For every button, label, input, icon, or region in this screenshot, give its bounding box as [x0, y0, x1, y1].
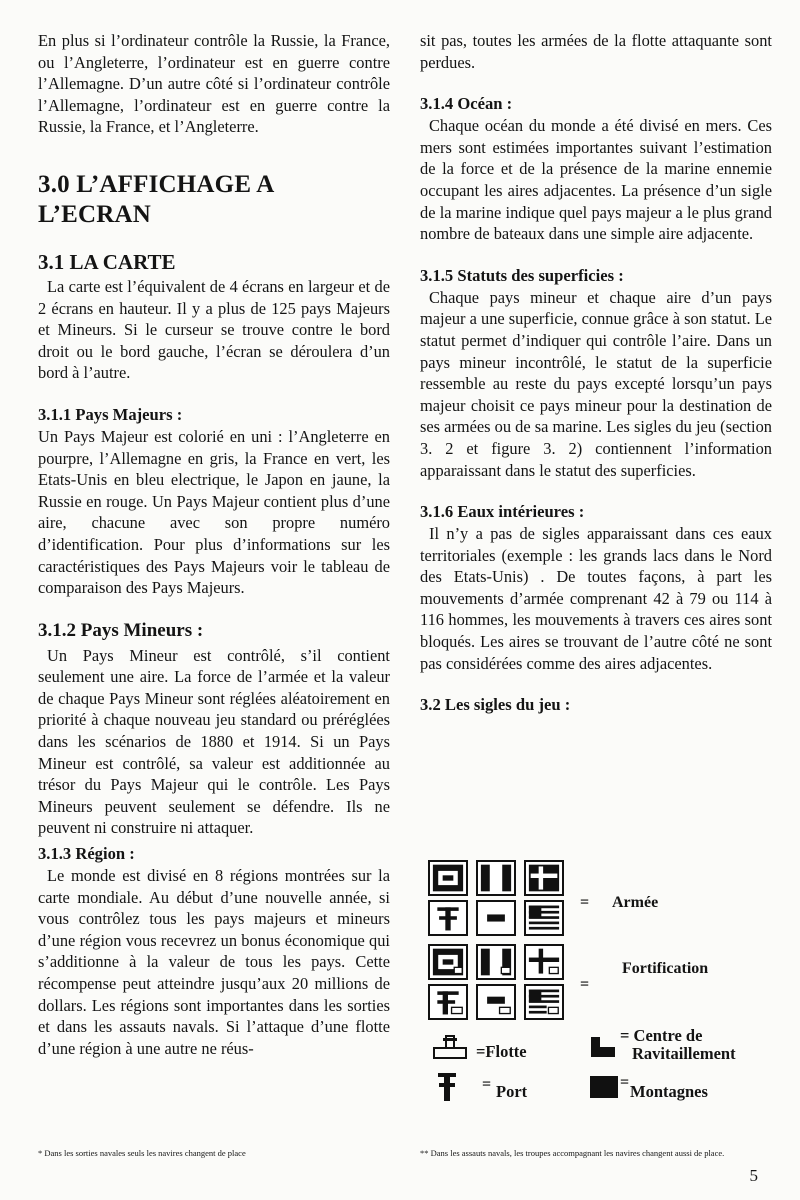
mineurs-paragraph: Un Pays Mineur est contrôlé, s’il contient seulement une aire. La force de l’armée et la valeur de chaque Pays Mineur sont réglées aléatoirement en priorité à chaque nouveau jeu standard ou préréglées dans les scénarios de 1880 et 1914. Si un Pays Mineur est contrôlé, sa valeur est additionnée au trésor du Pays Majeur qui le contrôle. Les Pays Mineurs peuvent seulement se défendre. Ils ne peuvent ni construire ni attaquer.: [38, 645, 390, 838]
majeurs-heading: 3.1.1 Pays Majeurs :: [38, 404, 183, 424]
footnote-1: * Dans les sorties navales seuls les navires changent de place: [38, 1148, 246, 1158]
region-paragraph: Le monde est divisé en 8 régions montrées sur la carte mondiale. Au début d’une nouvelle année, si vous contrôlez tous les pays majeurs et mineurs d’une région vous recevrez un bonus économique qui s’additionne à la valeur de tous les pays. Cette récompense peut atteindre jusqu’aux 20 millions de dollars. Les régions sont importantes dans les sorties et dans les assauts navals. Si l’attaque d’une flotte d’une région à une autre ne réus-: [38, 866, 390, 1058]
army-cross-icon: [524, 860, 564, 896]
right-column: [420, 30, 772, 716]
centre-label-line1: = Centre de: [620, 1026, 703, 1045]
fort-anchor-icon: [428, 984, 468, 1020]
intro-paragraph: En plus si l’ordinateur contrôle la Russie, la France, ou l’Angleterre, l’ordinateur est en guerre contre l’Allemagne. D’un autre côté si l’ordinateur contrôle l’Allemagne, l’ordinateur est en guerre contre la Russie, la France, et l’Angleterre.: [38, 31, 390, 137]
fort-dash-icon: [476, 984, 516, 1020]
majeurs-paragraph: Un Pays Majeur est colorié en uni : l’Angleterre en pourpre, l’Allemagne en gris, la France en vert, les Etats-Unis en bleu electrique, le Japon en jaune, la Russie en rouge. Un Pays Majeur contient plus d’une aire, chacune avec son propre numéro d’identification. Pour plus d’informations sur les caractéristiques des Pays Majeurs voir le tableau de comparaison des Pays Majeurs.: [38, 426, 390, 598]
armee-equals: =: [580, 894, 590, 911]
army-emblem-icon: [428, 860, 468, 896]
montagnes-label: Montagnes: [630, 1082, 708, 1101]
army-stripes-icon: [524, 900, 564, 936]
footnote-2: ** Dans les assauts navals, les troupes accompagnant les navires changent aussi de place.: [420, 1148, 725, 1158]
statuts-heading: 3.1.5 Statuts des superficies :: [420, 265, 624, 285]
statuts-paragraph: Chaque pays mineur et chaque aire d’un pays majeur a une superficie, connue grâce à son statut. Le statut permet d’indiquer qui contrôle l’aire. Dans un pays mineur incontrôlé, le statut de la superficie ressemble au reste du pays excepté lorsqu’un pays majeur choisit ce pays mineur pour la destination de ses armées ou de sa marine. Les sigles du jeu (section 3. 2 et figure 3. 2) contiennent l’information apparaissant dans le statut des superficies.: [420, 287, 772, 480]
port-anchor-icon: [436, 1070, 458, 1102]
fleet-ship-icon: [432, 1032, 468, 1060]
eaux-heading: 3.1.6 Eaux intérieures :: [420, 502, 585, 522]
supply-center-icon: [590, 1036, 616, 1058]
page-number: 5: [749, 1166, 758, 1185]
centre-label-line2: Ravitaillement: [632, 1044, 736, 1063]
fort-cross-icon: [524, 944, 564, 980]
sigles-heading: 3.2 Les sigles du jeu :: [420, 695, 571, 715]
mineurs-heading: 3.1.2 Pays Mineurs :: [38, 619, 204, 641]
fort-bars-icon: [476, 944, 516, 980]
army-bars-icon: [476, 860, 516, 896]
flotte-label: =Flotte: [476, 1042, 527, 1061]
port-label: Port: [496, 1082, 528, 1101]
port-equals: =: [482, 1076, 492, 1093]
montagnes-equals: =: [620, 1074, 630, 1091]
carte-heading: 3.1 LA CARTE: [38, 249, 176, 274]
army-dash-icon: [476, 900, 516, 936]
left-column: [38, 30, 390, 1059]
fort-stripes-icon: [524, 984, 564, 1020]
fortification-label: Fortification: [622, 960, 709, 977]
fort-emblem-icon: [428, 944, 468, 980]
fortification-equals: =: [580, 976, 590, 993]
armee-label: Armée: [612, 894, 659, 911]
game-symbols-legend: [428, 860, 778, 1120]
eaux-paragraph: Il n’y a pas de sigles apparaissant dans ces eaux territoriales (exemple : les grands lacs dans le Nord des Etats-Unis) . De toutes façons, à part les mouvements d’armée comprenant 42 à 79 ou 114 à 116 hommes, les mouvements à travers ces aires sont bloqués. Les aires se trouvant de l’autre côté ne sont pas considérées comme des aires adjacentes.: [420, 524, 772, 673]
ocean-paragraph: Chaque océan du monde a été divisé en mers. Ces mers sont estimées importantes suivant l’estimation de la force et de la présence de la marine ennemie occupant les aires adjacentes. La présence d’un sigle de la marine indique quel pays majeur a le plus grand nombre de bateaux dans une simple aire adjacente.: [420, 116, 772, 244]
region-heading: 3.1.3 Région :: [38, 844, 135, 864]
army-anchor-icon: [428, 900, 468, 936]
mountains-icon: [590, 1076, 618, 1098]
section-heading: 3.0 L’AFFICHAGE A L’ECRAN: [38, 170, 274, 228]
continuation-paragraph: sit pas, toutes les armées de la flotte attaquante sont perdues.: [420, 31, 772, 72]
carte-paragraph: La carte est l’équivalent de 4 écrans en largeur et de 2 écrans en hauteur. Il y a plus de 125 pays Majeurs et Mineurs. Si le curseur se trouve contre le bord droit ou le bord gauche, l’écran se déroulera d’un bord à l’autre.: [38, 276, 390, 383]
ocean-heading: 3.1.4 Océan :: [420, 94, 513, 114]
